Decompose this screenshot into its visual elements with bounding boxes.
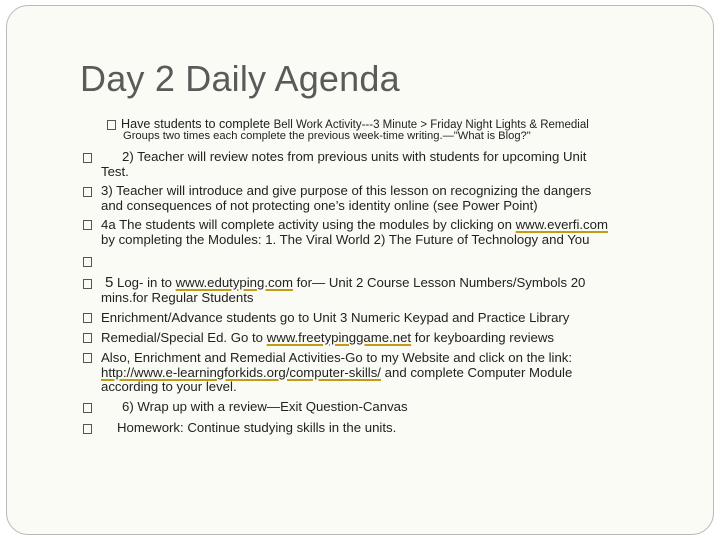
item-5-line-2: mins.for Regular Students [101,290,254,305]
elearningforkids-link[interactable]: http://www.e-learningforkids.org/computer-skills/ [101,365,381,380]
intro-part2: Bell Work Activity---3 Minute > Friday Night Lights & Remedial [273,119,589,131]
intro-part1: Have students to complete [121,117,274,131]
item-5-line-1 [105,275,585,290]
item-5-text-b: for— Unit 2 Course Lesson Numbers/Symbols 20 [292,275,586,290]
item-8-line-3: according to your level. [101,379,237,394]
item-8-line-2 [101,365,572,380]
item-7 [101,330,554,345]
slide-title: Day 2 Daily Agenda [80,58,400,99]
bullet-icon [83,220,92,232]
bullet-icon [83,279,92,291]
item-8-text-b: and complete Computer Module [380,365,573,380]
bullet-icon [83,257,92,269]
bullet-icon [107,120,116,132]
item-5-text-a: Log- in to [113,275,176,290]
item-2-line-2: and consequences of not protecting one’s identity online (see Power Point) [101,198,538,213]
edutyping-link[interactable]: www.edutyping.com [175,275,293,290]
intro-line-1 [121,117,589,131]
item-3-line-1 [101,217,608,232]
item-5-number: 5 [105,274,114,291]
bullet-icon [83,187,92,199]
intro-line-2: Groups two times each complete the previous week-time writing.—"What is Blog?" [123,130,531,142]
item-7-text-b: for keyboarding reviews [411,330,555,345]
item-2-line-1: 3) Teacher will introduce and give purpose of this lesson on recognizing the dangers [101,183,592,198]
item-9: 6) Wrap up with a review—Exit Question-Canvas [122,399,408,414]
item-7-text-a: Remedial/Special Ed. Go to [101,330,267,345]
bullet-icon [83,403,92,415]
bullet-icon [83,353,92,365]
item-1-line-2: Test. [101,164,129,179]
bullet-icon [83,424,92,436]
bullet-icon [83,333,92,345]
everfi-link[interactable]: www.everfi.com [515,217,608,232]
item-3-line-2: by completing the Modules: 1. The Viral World 2) The Future of Technology and You [101,232,590,247]
bullet-icon [83,153,92,165]
freetypinggame-link[interactable]: www.freetypinggame.net [266,330,412,345]
item-8-line-1: Also, Enrichment and Remedial Activities-Go to my Website and click on the link: [101,350,573,365]
item-6: Enrichment/Advance students go to Unit 3 Numeric Keypad and Practice Library [101,310,570,325]
bullet-icon [83,313,92,325]
item-3-text: 4a The students will complete activity using the modules by clicking on [101,217,516,232]
item-10: Homework: Continue studying skills in the units. [117,420,397,435]
item-1-line-1: 2) Teacher will review notes from previous units with students for upcoming Unit [122,149,587,164]
